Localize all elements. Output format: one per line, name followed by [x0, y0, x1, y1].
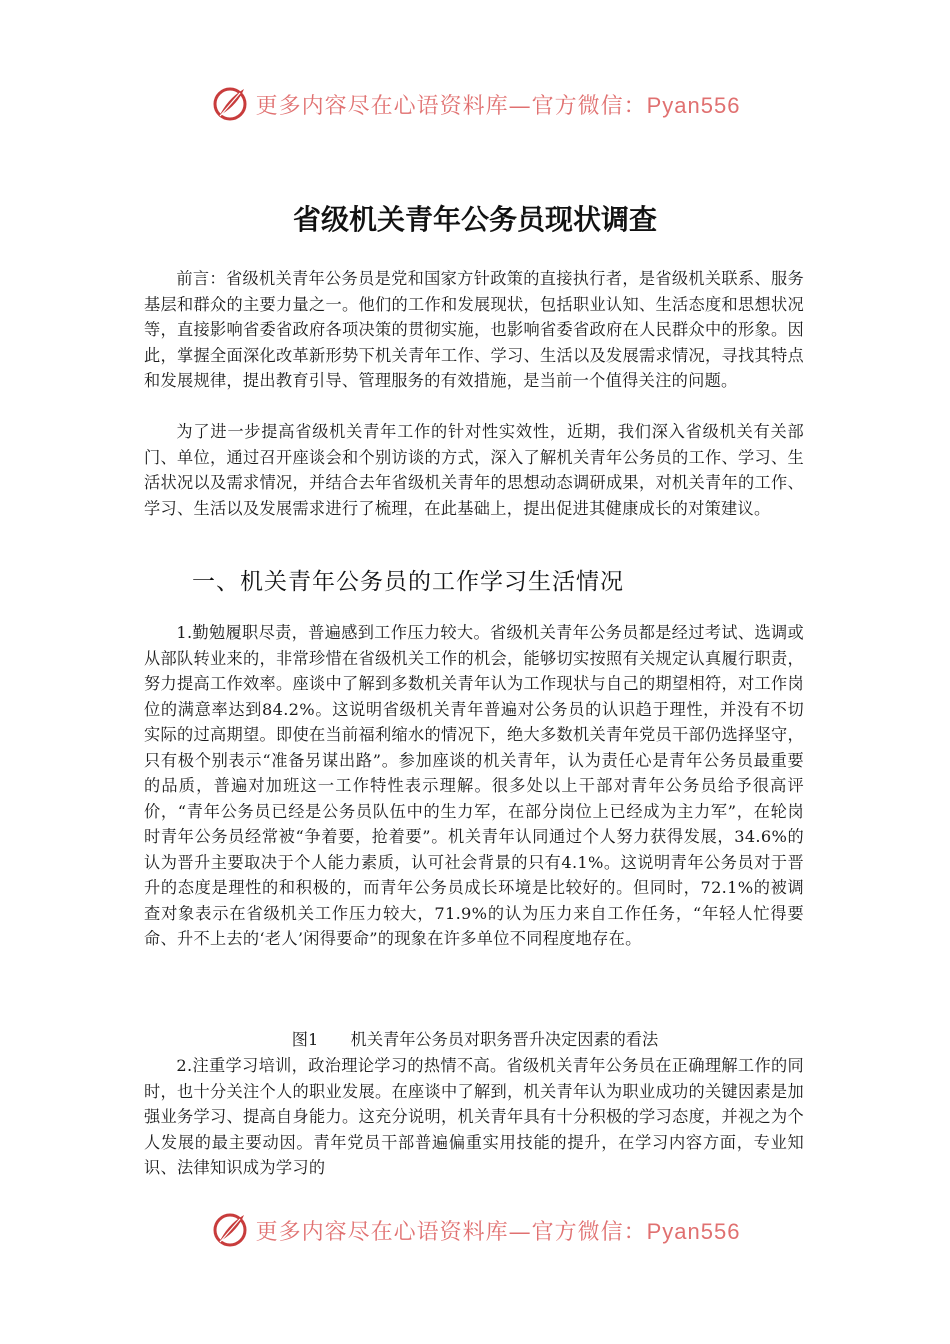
intro-paragraph: 前言：省级机关青年公务员是党和国家方针政策的直接执行者，是省级机关联系、服务基层和群众的主要力量之一。他们的工作和发展现状，包括职业认知、生活态度和思想状况等，直接影响省委省政府各项决策的贯彻实施，也影响省委省政府在人民群众中的形象。因此，掌握全面深化改革新形势下机关青年工作、学习、生活以及发展需求情况，寻找其特点和发展规律，提出教育引导、管理服务的有效措施，是当前一个值得关注的问题。	[144, 269, 804, 390]
body-paragraph: 2.注重学习培训，政治理论学习的热情不高。省级机关青年公务员在正确理解工作的同时，也十分关注个人的职业发展。在座谈中了解到，机关青年认为职业成功的关键因素是加强业务学习、提高自身能力。这充分说明，机关青年具有十分积极的学习态度，并视之为个人发展的最主要动因。青年党员干部普遍偏重实用技能的提升，在学习内容方面，专业知识、法律知识成为学习的	[144, 1056, 804, 1177]
wechat-id: Pyan556	[646, 92, 741, 118]
wechat-id: Pyan556	[646, 1218, 741, 1244]
body-paragraph: 1.勤勉履职尽责，普遍感到工作压力较大。省级机关青年公务员都是经过考试、选调或从部队转业来的，非常珍惜在省级机关工作的机会，能够切实按照有关规定认真履行职责，努力提高工作效率。座谈中了解到多数机关青年认为工作现状与自己的期望相符，对工作岗位的满意率达到84.2%。这说明省级机关青年普遍对公务员的认识趋于理性，并没有不切实际的过高期望。即使在当前福利缩水的情况下，绝大多数机关青年党员干部仍选择坚守，只有极个别表示“准备另谋出路”。参加座谈的机关青年，认为责任心是青年公务员最重要的品质，普遍对加班这一工作特性表示理解。很多处以上干部对青年公务员给予很高评价，“青年公务员已经是公务员队伍中的生力军，在部分岗位上已经成为主力军”，在轮岗时青年公务员经常被“争着要，抢着要”。机关青年认同通过个人努力获得发展，34.6%的认为晋升主要取决于个人能力素质，认可社会背景的只有4.1%。这说明青年公务员对于晋升的态度是理性的和积极的，而青年公务员成长环境是比较好的。但同时，72.1%的被调查对象表示在省级机关工作压力较大，71.9%的认为压力来自工作任务，“年轻人忙得要命、升不上去的‘老人’闲得要命”的现象在许多单位不同程度地存在。	[144, 623, 804, 948]
page-title: 省级机关青年公务员现状调查	[292, 203, 657, 236]
section-heading: 一、机关青年公务员的工作学习生活情况	[192, 569, 624, 595]
banner-text: 更多内容尽在心语资料库—官方微信：Pyan556	[255, 92, 741, 119]
banner-text: 更多内容尽在心语资料库—官方微信：Pyan556	[255, 1218, 741, 1245]
quill-logo-icon	[210, 1210, 250, 1250]
footer-watermark-banner	[0, 1208, 950, 1252]
quill-logo-icon	[210, 84, 250, 124]
figure-caption: 图1 机关青年公务员对职务晋升决定因素的看法	[291, 1030, 659, 1049]
header-watermark-banner	[0, 82, 950, 126]
intro-paragraph: 为了进一步提高省级机关青年工作的针对性实效性，近期，我们深入省级机关有关部门、单位，通过召开座谈会和个别访谈的方式，深入了解机关青年公务员的工作、学习、生活状况以及需求情况，并结合去年省级机关青年的思想动态调研成果，对机关青年的工作、学习、生活以及发展需求进行了梳理，在此基础上，提出促进其健康成长的对策建议。	[144, 422, 804, 518]
